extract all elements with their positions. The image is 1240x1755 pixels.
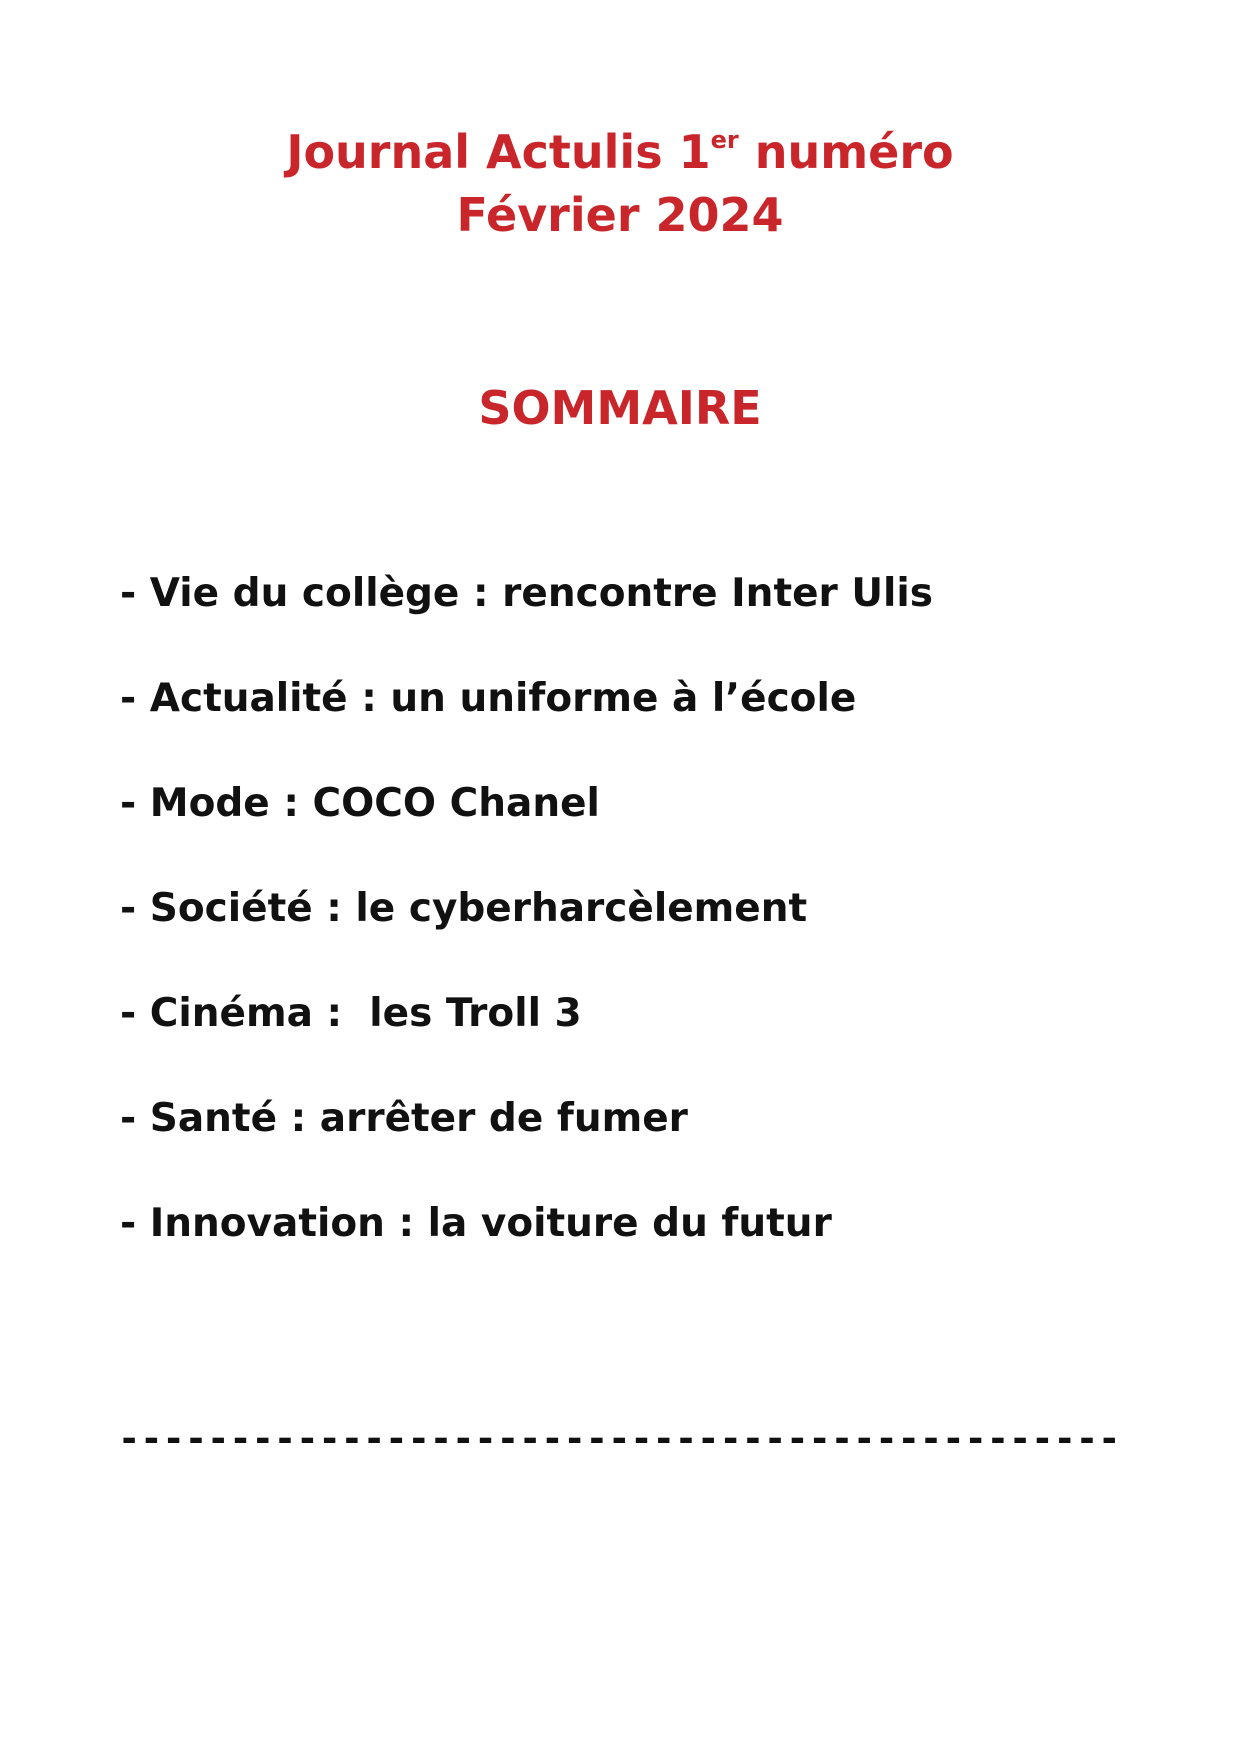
table-of-contents <box>120 568 1120 1303</box>
toc-item-actualite: - Actualité : un uniforme à l’école <box>120 676 857 721</box>
toc-item-sante: - Santé : arrêter de fumer <box>120 1096 688 1141</box>
journal-title <box>0 124 1240 180</box>
journal-title-text: Journal Actulis 1 <box>286 125 711 179</box>
toc-item-innovation: - Innovation : la voiture du futur <box>120 1201 832 1246</box>
journal-title-suffix: numéro <box>738 125 954 179</box>
toc-item-cinema: - Cinéma : les Troll 3 <box>120 991 582 1036</box>
toc-item-societe: - Société : le cyberharcèlement <box>120 886 808 931</box>
dashed-separator: --------------------------------------------- <box>118 1417 1121 1460</box>
sommaire-heading: SOMMAIRE <box>478 381 762 435</box>
toc-item-vie-du-college: - Vie du collège : rencontre Inter Ulis <box>120 571 933 616</box>
issue-ordinal-superscript: er <box>710 125 739 154</box>
toc-item-mode: - Mode : COCO Chanel <box>120 781 600 826</box>
issue-date: Février 2024 <box>456 188 784 242</box>
